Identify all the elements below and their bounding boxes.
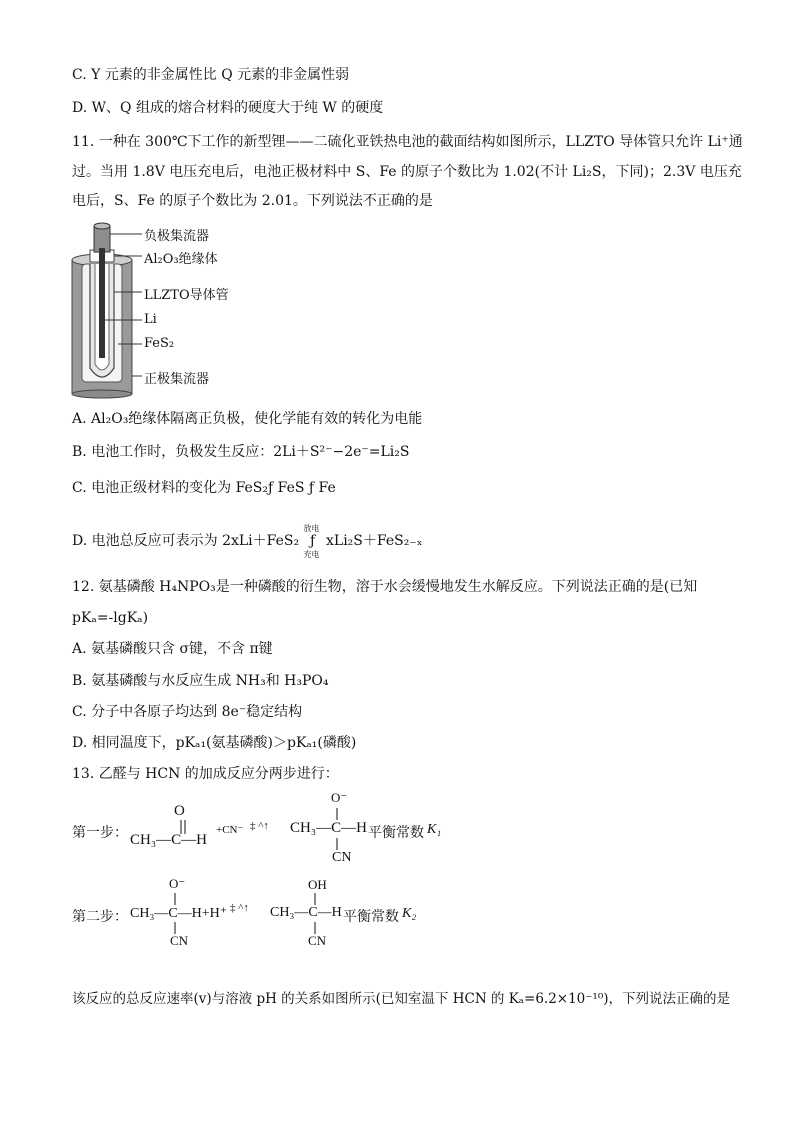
step1-reactant: CH₃—C—H	[130, 832, 207, 848]
step2-cn-left: CN	[170, 933, 189, 948]
q12-option-a: A. 氨基磷酸只含 σ键，不含 π键	[72, 641, 273, 657]
battery-cross-section-figure	[62, 220, 312, 400]
step1-product: CH₃—C—H	[290, 820, 367, 836]
step1-k-symbol: K₁	[427, 822, 442, 837]
step1-cyanide: +CN⁻	[216, 824, 244, 836]
q11-option-d	[72, 524, 423, 559]
q13-final-line: 该反应的总反应速率(v)与溶液 pH 的关系如图所示(已知室温下 HCN 的 Kₐ=6.2×10⁻¹⁰)，下列说法正确的是	[72, 991, 730, 1007]
charge-label: 充电	[303, 550, 320, 559]
q10-option-c: C. Y 元素的非金属性比 Q 元素的非金属性弱	[72, 67, 350, 83]
step1-label: 第一步：	[72, 826, 128, 841]
label-positive-collector: 正极集流器	[144, 372, 210, 387]
step2-oh: OH	[308, 877, 327, 892]
discharge-label: 放电	[303, 524, 320, 533]
q12-stem-line2: pKₐ=-lgKₐ)	[72, 610, 149, 626]
step2-k-text: 平衡常数	[343, 910, 399, 925]
label-li: Li	[144, 312, 157, 327]
q10-option-d: D. W、Q 组成的熔合材料的硬度大于纯 W 的硬度	[72, 100, 384, 116]
step1-bond-down	[334, 838, 340, 850]
q11-stem-line2: 过。当用 1.8V 电压充电后，电池正极材料中 S、Fe 的原子个数比为 1.02(不计 Li₂S，下同)；2.3V 电压充	[72, 164, 742, 180]
step2-bond-up	[172, 893, 178, 905]
step2-k-symbol: K₂	[402, 906, 417, 921]
step2-o-minus: O⁻	[169, 876, 186, 891]
reversible-arrow	[303, 524, 322, 559]
step1-equilibrium-arrow: ‡ ^↑	[250, 820, 269, 832]
q11d-suffix: xLi₂S＋FeS₂₋ₓ	[326, 533, 423, 549]
q11-option-a: A. Al₂O₃绝缘体隔离正负极，使化学能有效的转化为电能	[72, 411, 423, 427]
label-llzto-tube: LLZTO导体管	[144, 288, 229, 303]
q11d-prefix: D. 电池总反应可表示为 2xLi＋FeS₂	[72, 533, 300, 549]
step1-bond-up	[334, 808, 340, 820]
q12-option-b: B. 氨基磷酸与水反应生成 NH₃和 H₃PO₄	[72, 673, 329, 689]
arrow-glyph: ƒ	[309, 533, 316, 549]
step2-reactant: CH₃—C—H+H⁺	[130, 906, 228, 921]
q12-stem-line1: 12. 氨基磷酸 H₄NPO₃是一种磷酸的衍生物，溶于水会缓慢地发生水解反应。下列说法正确的是(已知	[72, 579, 698, 595]
step2-product-bond-up	[312, 893, 318, 905]
q11-stem-line3: 电后，S、Fe 的原子个数比为 2.01。下列说法不正确的是	[72, 193, 433, 209]
step1-carbonyl-o: O	[174, 803, 185, 819]
q11-stem-line1: 11. 一种在 300℃下工作的新型锂——二硫化亚铁热电池的截面结构如图所示，LLZTO 导体管只允许 Li⁺通	[72, 134, 743, 150]
label-fes2: FeS₂	[144, 336, 175, 351]
step2-cn-right: CN	[308, 933, 327, 948]
q12-option-c: C. 分子中各原子均达到 8e⁻稳定结构	[72, 704, 303, 720]
step2-product: CH₃—C—H	[270, 905, 342, 920]
label-negative-collector: 负极集流器	[144, 229, 210, 244]
label-insulator: Al₂O₃绝缘体	[144, 252, 218, 267]
step1-cn: CN	[332, 850, 352, 865]
step2-label: 第二步：	[72, 910, 128, 925]
q11-option-b: B. 电池工作时，负极发生反应：2Li＋S²⁻−2e⁻=Li₂S	[72, 444, 410, 460]
step1-k-text: 平衡常数	[368, 826, 424, 841]
step2-equilibrium-arrow: ‡ ^↑	[230, 902, 249, 914]
q11-option-c: C. 电池正级材料的变化为 FeS₂ƒ FeS ƒ Fe	[72, 480, 336, 496]
q13-stem: 13. 乙醛与 HCN 的加成反应分两步进行：	[72, 766, 339, 782]
q12-option-d: D. 相同温度下，pKₐ₁(氨基磷酸)＞pKₐ₁(磷酸)	[72, 735, 357, 751]
step1-o-minus: O⁻	[331, 790, 348, 805]
